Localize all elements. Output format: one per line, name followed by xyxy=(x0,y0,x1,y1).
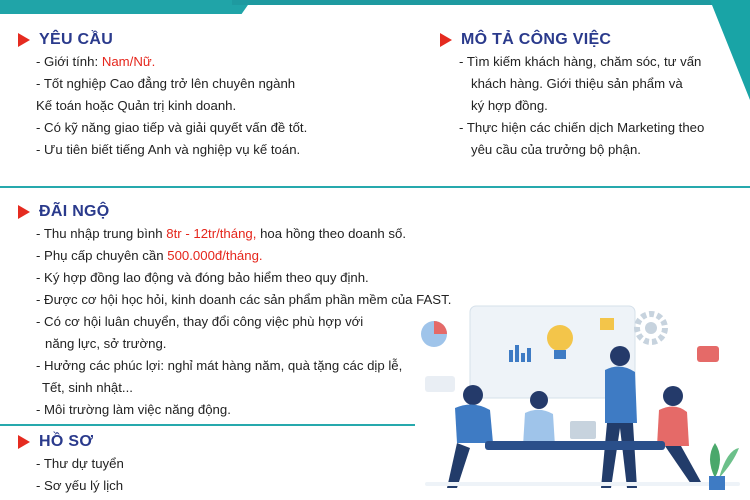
play-bullet-icon xyxy=(18,205,30,219)
team-meeting-illustration xyxy=(415,298,750,500)
profile-list xyxy=(36,453,124,497)
job-description-list xyxy=(459,51,704,161)
profile-title: HỒ SƠ xyxy=(39,433,94,450)
requirements-line: - Giới tính: Nam/Nữ. xyxy=(36,54,156,69)
profile-line: - Sơ yếu lý lịch xyxy=(36,478,124,493)
meeting-table xyxy=(485,441,665,450)
benefits-line: Tết, sinh nhật... xyxy=(42,380,133,395)
play-bullet-icon xyxy=(18,435,30,449)
job-line: ký hợp đồng. xyxy=(471,98,548,113)
top-decoration-band xyxy=(0,0,750,16)
allowance-value: 500.000đ/tháng. xyxy=(167,248,263,263)
gear-icon xyxy=(637,314,665,342)
benefits-line: - Ký hợp đồng lao động và đóng bảo hiểm theo quy định. xyxy=(36,270,369,285)
pie-chart-icon xyxy=(421,321,447,347)
requirements-line: - Ưu tiên biết tiếng Anh và nghiệp vụ kế toán. xyxy=(36,142,301,157)
benefits-line: - Phụ cấp chuyên cần 500.000đ/tháng. xyxy=(36,248,263,263)
requirements-list xyxy=(36,51,307,161)
benefits-list xyxy=(36,223,451,421)
play-bullet-icon xyxy=(440,33,452,47)
benefits-line: - Hưởng các phúc lợi: nghỉ mát hàng năm, quà tặng các dịp lễ, xyxy=(36,358,403,373)
floor-line xyxy=(425,482,740,486)
benefits-line: năng lực, sở trường. xyxy=(45,336,167,351)
chat-bubble-icon xyxy=(425,376,455,392)
section-divider xyxy=(0,424,415,426)
requirements-line: Kế toán hoặc Quản trị kinh doanh. xyxy=(36,98,237,113)
benefits-line: - Có cơ hội luân chuyển, thay đổi công việc phù hợp với xyxy=(36,314,364,329)
benefits-title: ĐÃI NGỘ xyxy=(39,203,110,220)
person-figure xyxy=(447,385,493,488)
job-description-heading xyxy=(440,31,611,49)
play-bullet-icon xyxy=(18,33,30,47)
benefits-line: - Môi trường làm việc năng động. xyxy=(36,402,231,417)
profile-heading xyxy=(18,433,93,451)
job-line: - Tìm kiếm khách hàng, chăm sóc, tư vấn xyxy=(459,54,702,69)
section-divider xyxy=(0,186,750,188)
benefits-heading xyxy=(18,203,110,221)
benefits-line: - Thu nhập trung bình 8tr - 12tr/tháng, hoa hồng theo doanh số. xyxy=(36,226,407,241)
person-figure xyxy=(523,391,555,446)
gender-value: Nam/Nữ. xyxy=(101,54,156,69)
requirements-title: YÊU CẦU xyxy=(39,31,114,48)
sticky-note-icon xyxy=(600,318,614,330)
profile-line: - Thư dự tuyển xyxy=(36,456,124,471)
benefits-line: - Được cơ hội học hỏi, kinh doanh các sản phẩm phần mềm của FAST. xyxy=(36,292,452,307)
requirements-line: - Tốt nghiệp Cao đẳng trở lên chuyên ngành xyxy=(36,76,296,91)
requirements-line: - Có kỹ năng giao tiếp và giải quyết vấn đề tốt. xyxy=(36,120,308,135)
job-line: - Thực hiện các chiến dịch Marketing theo xyxy=(459,120,705,135)
person-figure xyxy=(657,386,701,484)
salary-value: 8tr - 12tr/tháng, xyxy=(166,226,257,241)
job-line: khách hàng. Giới thiệu sản phẩm và xyxy=(471,76,683,91)
chat-bubble-icon xyxy=(697,346,719,362)
corner-decoration xyxy=(710,0,750,100)
job-description-title: MÔ TẢ CÔNG VIỆC xyxy=(461,31,612,48)
laptop-icon xyxy=(570,421,596,439)
job-line: yêu cầu của trưởng bộ phận. xyxy=(471,142,641,157)
requirements-heading xyxy=(18,31,113,49)
